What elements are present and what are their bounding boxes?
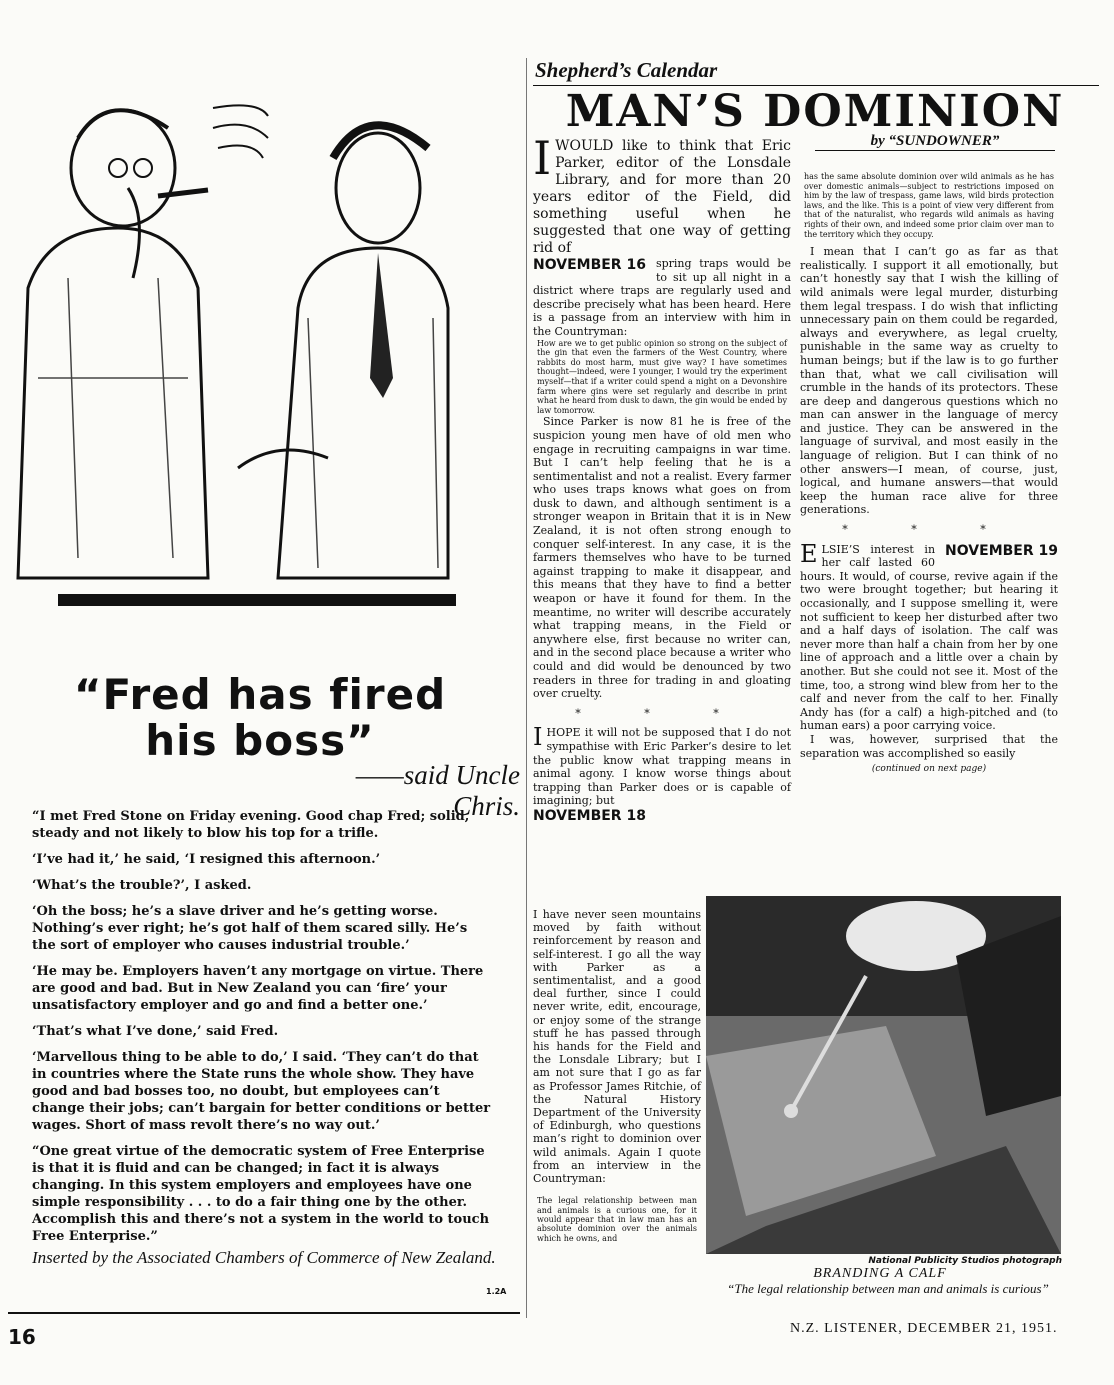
ad-paragraph: “One great virtue of the democratic system of Free Enterprise is that it is fluid and can be changed; in fact it is always changing. In this system employers and employees have one simple responsibility . . . to do a fair thing one by the other. Accomplish this and there’s not a system in the world to touch Free Enterprise.” xyxy=(32,1144,490,1244)
ad-paragraph: ‘That’s what I’ve done,’ said Fred. xyxy=(32,1024,279,1039)
branding-calf-photo xyxy=(706,896,1061,1254)
article-column-2 xyxy=(800,172,1058,777)
photo-caption-title: BRANDING A CALF xyxy=(813,1266,947,1281)
ad-paragraph: ‘Marvellous thing to be able to do,’ I said. ‘They can’t do that in countries where the State runs the whole show. They have good and bad bosses too, no doubt, but employees can’t change their jobs; can’t bargain for better conditions or better wages. Short of mass revolt there’s no way out.’ xyxy=(32,1050,491,1133)
quote-block: The legal relationship between man and animals is a curious one, for it would appear that in law man has an absolute dominion over the animals which he owns, and xyxy=(537,1196,697,1243)
bottom-rule xyxy=(8,1312,520,1314)
page-number: 16 xyxy=(8,1325,36,1349)
ad-inserted-by: Inserted by the Associated Chambers of Commerce of New Zealand. xyxy=(32,1248,496,1267)
date-heading: NOVEMBER 16 xyxy=(533,257,646,273)
section-break: * * * xyxy=(575,706,749,720)
ad-headline xyxy=(40,672,480,764)
article-column-1 xyxy=(533,131,791,826)
section-break: * * * xyxy=(842,523,1016,537)
date-heading: NOVEMBER 19 xyxy=(945,542,1058,559)
photo-credit: National Publicity Studios photograph xyxy=(868,1256,1062,1266)
drop-cap: E xyxy=(800,539,818,568)
article-paragraph: LSIE’S interest in her calf lasted 60 hours. It would, of course, revive again if the two were brought together; but hearing it occasionally, and I suppose smelling it, were not sufficient to keep her disturbed after two and a half days of isolation. The calf was never more than half a chain from her by one line of approach and a little over a chain by another. But she could not see it. Most of the time, too, a strong wind blew from her to the calf and never from the calf to her. Finally Andy has (for a calf) a high-pitched and (to human ears) a poor carrying voice. xyxy=(800,542,1058,733)
ad-headline-line1: “Fred has fired xyxy=(73,670,447,719)
column-divider xyxy=(526,58,527,1318)
article-paragraph: spring traps would be to sit up all night in a district where traps are regularly used and describe precisely what has been heard. Here is a passage from an interview with him in the Countryman: xyxy=(533,257,791,338)
continued-note: (continued on next page) xyxy=(871,764,987,775)
article-byline: by “SUNDOWNER” xyxy=(815,133,1055,151)
ad-paragraph: ‘Oh the boss; he’s a slave driver and he’s getting worse. Nothing’s ever right; he’s got half of them scared silly. He’s the sort of employer who causes industrial trouble.’ xyxy=(32,904,468,953)
illustration-base-rule xyxy=(58,594,456,606)
article-lead: WOULD like to think that Eric Parker, editor of the Lonsdale Library, and for more than 20 years editor of the Field, did something useful when he suggested that one way of getting rid of xyxy=(533,138,791,256)
photo-caption: “The legal relationship between man and animals is curious” xyxy=(727,1281,1049,1296)
ad-body xyxy=(32,808,494,1254)
article-column-3 xyxy=(533,897,701,1251)
ad-headline-line2: his boss” xyxy=(145,716,375,765)
ad-attribution: ——said Uncle Chris. xyxy=(355,760,520,821)
section-title: Shepherd’s Calendar xyxy=(535,58,718,82)
quote-block: How are we to get public opinion so strong on the subject of the gin that even the farmers of the West Country, where rabbits do most harm, must give way? I have sometimes thought—indeed, were I younger, I would try the experiment myself—that if a writer could spend a night on a Devonshire farm where gins were set regularly and describe in print what he heard from dusk to dawn, the gin would be ended by law tomorrow. xyxy=(537,338,787,415)
date-heading: NOVEMBER 18 xyxy=(533,807,646,824)
article-paragraph: I have never seen mountains moved by faith without reinforcement by reason and self-interest. I go all the way with Parker as a sentimentalist, and a good deal further, since I could never write, edit, encourage, or enjoy some of the strange stuff he has passed through his hands for the Field and the Lonsdale Library; but I am not sure that I go as far as Professor James Ritchie, of the Natural History Department of the University of Edinburgh, who questions man’s right to dominion over wild animals. Again I quote from an interview in the Countryman: xyxy=(533,908,701,1186)
drop-cap: I xyxy=(533,723,543,752)
page-footer: N.Z. LISTENER, DECEMBER 21, 1951. xyxy=(790,1321,1058,1336)
illustration-two-men xyxy=(8,78,458,598)
ad-paragraph: ‘He may be. Employers haven’t any mortgage on virtue. There are good and bad. But in New Zealand you can ‘fire’ your unsatisfactory employer and go and find a better one.’ xyxy=(32,964,484,1013)
article-paragraph: I was, however, surprised that the separation was accomplished so easily xyxy=(800,732,1058,760)
article-paragraph: I mean that I can’t go as far as that realistically. I support it all emotionally, but can’t honestly say that I wish the killing of wild animals were legal murder, disturbing them legal trespass. I do wish that inflicting unnecessary pain on them could be regarded, always and everywhere, as legal cruelty, punishable in the same way as cruelty to human beings; but if the law is to go further than that, what we call civilisation will crumble in the hands of its protectors. These are deep and dangerous questions which no man can answer in the language of mercy and justice. They can be answered in the language of survival, and most easily in the language of religion. But I can think of no other answers—I mean, of course, just, logical, and humane answers—that would keep the human race alive for three generations. xyxy=(800,245,1058,517)
ad-paragraph: ‘I’ve had it,’ he said, ‘I resigned this afternoon.’ xyxy=(32,852,381,867)
ad-paragraph: “I met Fred Stone on Friday evening. Good chap Fred; solid, steady and not likely to blow his top for a trifle. xyxy=(32,809,470,841)
quote-block: has the same absolute dominion over wild animals as he has over domestic animals—subject to restrictions imposed on him by the law of trespass, game laws, wild birds protection laws, and the like. This is a point of view very different from that of the naturalist, who regards wild animals as having rights of their own, and indeed some prior claim over man to the territory which they occupy. xyxy=(804,172,1054,239)
drop-cap: I xyxy=(533,131,552,185)
article-paragraph: Since Parker is now 81 he is free of the suspicion young men have of old men who engage in recruiting campaigns in war time. But I can’t help feeling that he is a sentimentalist and not a realist. Every farmer who uses traps knows what goes on from dusk to dawn, and although sentiment is a stronger weapon in Britain that it is in New Zealand, it is not often strong enough to conquer self-interest. In any case, it is the farmers themselves who have to be turned against trapping to make it disappear, and this means that they have to find a better weapon or have it found for them. In the meantime, no writer will describe accurately what trapping means, in the Field or anywhere else, first because no writer can, and in the second place because a writer who could and did would be denounced by two readers in three for trading in and gloating over cruelty. xyxy=(533,415,791,701)
article-title: MAN’S DOMINION xyxy=(565,86,1065,137)
ad-code: 1.2A xyxy=(486,1287,507,1296)
ad-paragraph: ‘What’s the trouble?’, I asked. xyxy=(32,878,252,893)
article-paragraph: HOPE it will not be supposed that I do not sympathise with Eric Parker’s desire to let the public know what trapping means in animal agony. I know worse things about trapping than Parker does or is capable of imagining; but xyxy=(533,726,791,808)
